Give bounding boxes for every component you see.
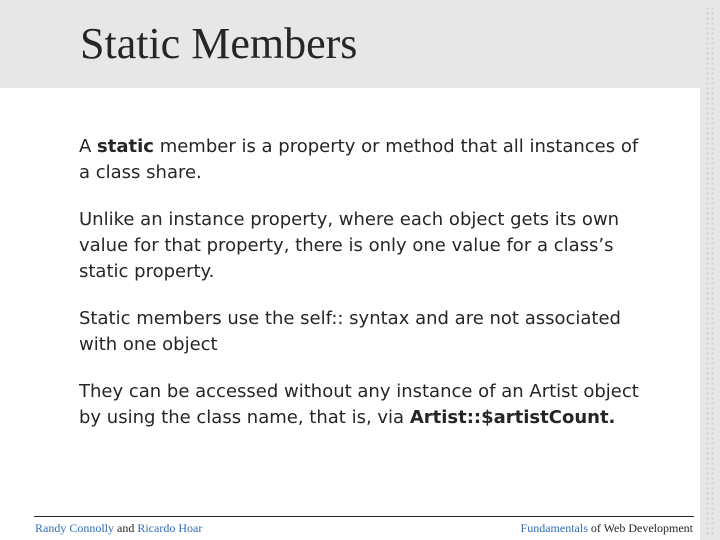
paragraph-text: A [79,136,98,157]
side-band [700,0,720,540]
footer-rule [34,516,694,517]
paragraph-self-syntax [79,306,639,358]
footer-text: of [587,521,604,535]
paragraph-text: Static members use the self:: syntax and are not associated with one object [79,308,621,355]
paragraph-instance-vs-static [79,207,639,285]
slide-body [79,134,639,452]
paragraph-static-definition [79,134,639,186]
footer-text: Web Development [603,521,693,535]
side-dot-pattern [705,6,715,536]
footer-book-title [521,520,693,536]
slide-title: Static Members [80,19,358,68]
footer-authors [35,520,202,536]
paragraph-class-access [79,379,639,431]
code-artist-count: Artist::$artistCount. [409,407,616,428]
author-link-randy-connolly[interactable]: Randy Connolly [35,521,115,535]
book-link-fundamentals[interactable]: Fundamentals [520,521,588,535]
paragraph-text: Unlike an instance property, where each object gets its own value for that property, there is only one value for a class’s static property. [79,209,620,282]
author-link-ricardo-hoar[interactable]: Ricardo Hoar [137,521,203,535]
paragraph-text: They can be accessed without any instance of an Artist object by using the class name, that is, via [79,381,639,428]
paragraph-text: member is a property or method that all instances of a class share. [79,136,639,183]
footer-text: and [114,521,138,535]
keyword-static: static [97,136,154,157]
